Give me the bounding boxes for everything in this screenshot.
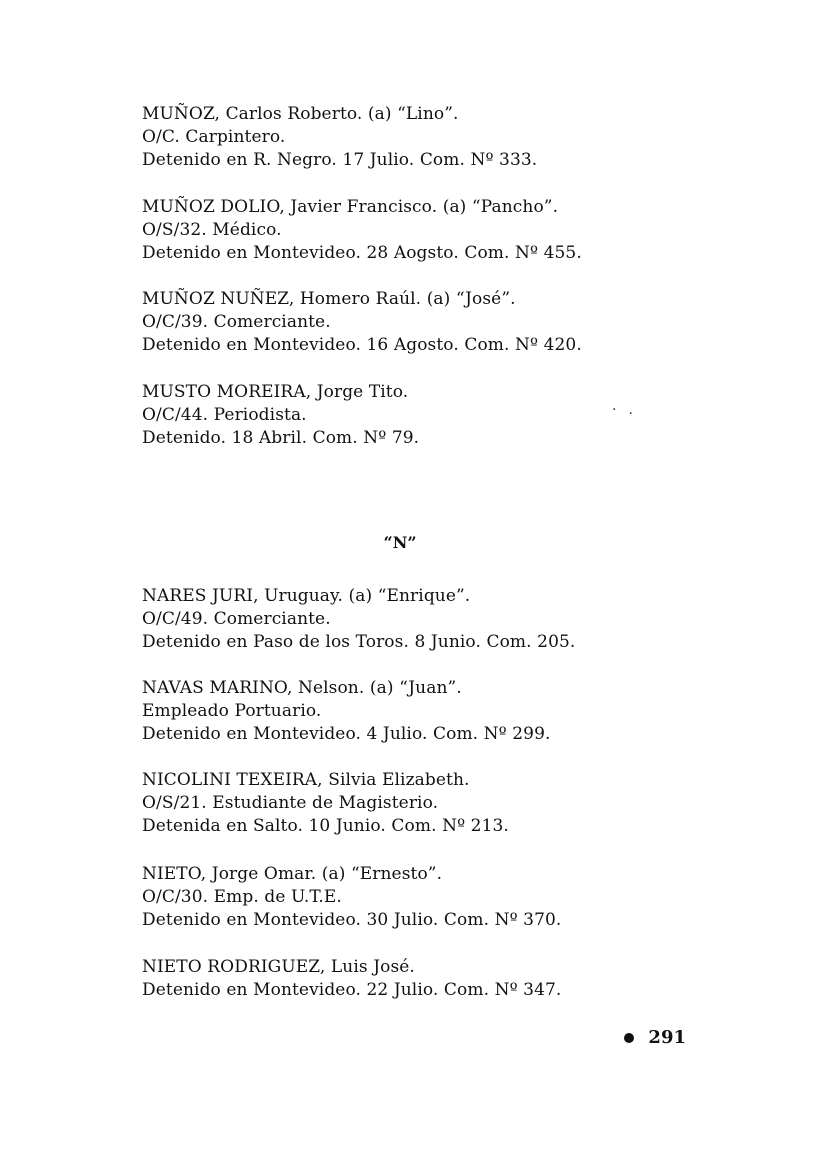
- entry-name-line: MUÑOZ, Carlos Roberto. (a) “Lino”.: [142, 104, 459, 124]
- section-header-n: “N”: [383, 533, 417, 552]
- page-number: [624, 1027, 686, 1048]
- entry-munoz-dolio: [142, 196, 702, 265]
- entry-detail-line: O/S/32. Médico.: [142, 220, 282, 240]
- bullet-icon: [624, 1033, 634, 1043]
- entry-munoz-nunez: [142, 288, 702, 357]
- entry-detention-line: Detenida en Salto. 10 Junio. Com. Nº 213.: [142, 816, 509, 836]
- entry-detail-line: Empleado Portuario.: [142, 701, 322, 721]
- entry-detention-line: Detenido en Paso de los Toros. 8 Junio. Com. 205.: [142, 632, 576, 652]
- entry-nieto-jorge: [142, 863, 702, 932]
- entry-name-line: NIETO RODRIGUEZ, Luis José.: [142, 957, 415, 977]
- entry-name-line: NIETO, Jorge Omar. (a) “Ernesto”.: [142, 864, 443, 884]
- entry-detail-line: O/C/39. Comerciante.: [142, 312, 331, 332]
- entry-name-line: NICOLINI TEXEIRA, Silvia Elizabeth.: [142, 770, 470, 790]
- entry-name-line: NARES JURI, Uruguay. (a) “Enrique”.: [142, 586, 471, 606]
- entry-detention-line: Detenido en R. Negro. 17 Julio. Com. Nº 333.: [142, 150, 538, 170]
- scan-specks: ·.: [612, 402, 645, 418]
- entry-detail-line: O/C. Carpintero.: [142, 127, 286, 147]
- entry-navas-marino: [142, 677, 702, 746]
- entry-detention-line: Detenido en Montevideo. 30 Julio. Com. Nº 370.: [142, 910, 562, 930]
- entry-name-line: MUÑOZ DOLIO, Javier Francisco. (a) “Pancho”.: [142, 197, 559, 217]
- entry-detention-line: Detenido en Montevideo. 22 Julio. Com. Nº 347.: [142, 980, 562, 1000]
- entry-name-line: NAVAS MARINO, Nelson. (a) “Juan”.: [142, 678, 462, 698]
- entry-detention-line: Detenido. 18 Abril. Com. Nº 79.: [142, 428, 420, 448]
- entry-detail-line: O/C/49. Comerciante.: [142, 609, 331, 629]
- entry-detail-line: O/C/30. Emp. de U.T.E.: [142, 887, 342, 907]
- entry-detention-line: Detenido en Montevideo. 28 Aogsto. Com. Nº 455.: [142, 243, 582, 263]
- entry-nicolini-texeira: [142, 769, 702, 838]
- entry-nieto-rodriguez: [142, 956, 702, 1002]
- page-number-text: 291: [648, 1027, 686, 1048]
- entry-detail-line: O/C/44. Periodista.: [142, 405, 307, 425]
- entry-nares-juri: [142, 585, 702, 654]
- entry-name-line: MUSTO MOREIRA, Jorge Tito.: [142, 382, 409, 402]
- entry-name-line: MUÑOZ NUÑEZ, Homero Raúl. (a) “José”.: [142, 289, 516, 309]
- entry-munoz-carlos: [142, 103, 702, 172]
- entry-detail-line: O/S/21. Estudiante de Magisterio.: [142, 793, 439, 813]
- entry-detention-line: Detenido en Montevideo. 16 Agosto. Com. Nº 420.: [142, 335, 582, 355]
- entry-detention-line: Detenido en Montevideo. 4 Julio. Com. Nº 299.: [142, 724, 551, 744]
